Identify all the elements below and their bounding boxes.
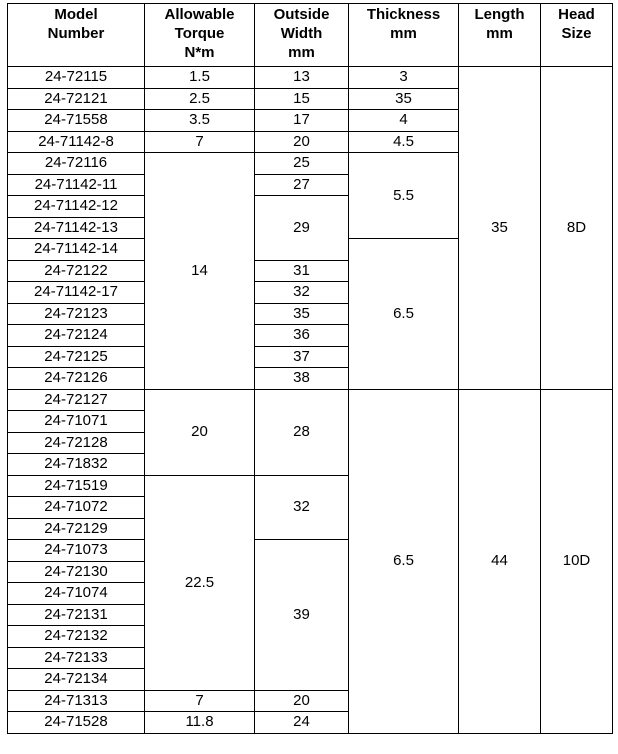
model-cell: 24-71072 — [8, 497, 145, 519]
length-cell: 35 — [459, 67, 541, 390]
width-cell: 36 — [255, 325, 349, 347]
model-cell: 24-72134 — [8, 669, 145, 691]
torque-cell: 22.5 — [145, 475, 255, 690]
torque-cell: 1.5 — [145, 67, 255, 89]
header-head-size: Head Size — [541, 4, 613, 67]
model-cell: 24-72126 — [8, 368, 145, 390]
model-cell: 24-71142-8 — [8, 131, 145, 153]
header-row — [8, 4, 613, 67]
torque-cell: 14 — [145, 153, 255, 390]
thickness-cell: 6.5 — [349, 239, 459, 390]
model-cell: 24-71142-13 — [8, 217, 145, 239]
width-cell: 29 — [255, 196, 349, 261]
thickness-cell: 3 — [349, 67, 459, 89]
length-cell: 44 — [459, 389, 541, 733]
model-cell: 24-72125 — [8, 346, 145, 368]
width-cell: 32 — [255, 282, 349, 304]
model-cell: 24-72121 — [8, 88, 145, 110]
model-cell: 24-72124 — [8, 325, 145, 347]
model-cell: 24-72129 — [8, 518, 145, 540]
header-allowable-torque: Allowable Torque N*m — [145, 4, 255, 67]
spec-table — [7, 3, 613, 734]
width-cell: 28 — [255, 389, 349, 475]
header-model-number: Model Number — [8, 4, 145, 67]
header-outside-width: Outside Width mm — [255, 4, 349, 67]
thickness-cell: 35 — [349, 88, 459, 110]
width-cell: 20 — [255, 131, 349, 153]
model-cell: 24-72128 — [8, 432, 145, 454]
torque-cell: 11.8 — [145, 712, 255, 734]
model-cell: 24-71074 — [8, 583, 145, 605]
model-cell: 24-71313 — [8, 690, 145, 712]
model-cell: 24-71528 — [8, 712, 145, 734]
width-cell: 20 — [255, 690, 349, 712]
header-length: Length mm — [459, 4, 541, 67]
thickness-cell: 6.5 — [349, 389, 459, 733]
model-cell: 24-72130 — [8, 561, 145, 583]
head-size-cell: 8D — [541, 67, 613, 390]
header-thickness: Thickness mm — [349, 4, 459, 67]
torque-cell: 2.5 — [145, 88, 255, 110]
width-cell: 13 — [255, 67, 349, 89]
width-cell: 38 — [255, 368, 349, 390]
model-cell: 24-71142-14 — [8, 239, 145, 261]
width-cell: 39 — [255, 540, 349, 691]
width-cell: 35 — [255, 303, 349, 325]
width-cell: 15 — [255, 88, 349, 110]
torque-cell: 7 — [145, 131, 255, 153]
width-cell: 32 — [255, 475, 349, 540]
spec-table-container — [7, 3, 613, 734]
model-cell: 24-71142-17 — [8, 282, 145, 304]
model-cell: 24-72122 — [8, 260, 145, 282]
model-cell: 24-72133 — [8, 647, 145, 669]
model-cell: 24-72127 — [8, 389, 145, 411]
thickness-cell: 4 — [349, 110, 459, 132]
torque-cell: 7 — [145, 690, 255, 712]
table-row — [8, 67, 613, 89]
model-cell: 24-72116 — [8, 153, 145, 175]
width-cell: 25 — [255, 153, 349, 175]
model-cell: 24-71071 — [8, 411, 145, 433]
model-cell: 24-71519 — [8, 475, 145, 497]
model-cell: 24-72123 — [8, 303, 145, 325]
model-cell: 24-71832 — [8, 454, 145, 476]
width-cell: 17 — [255, 110, 349, 132]
model-cell: 24-72132 — [8, 626, 145, 648]
width-cell: 24 — [255, 712, 349, 734]
model-cell: 24-71558 — [8, 110, 145, 132]
model-cell: 24-72115 — [8, 67, 145, 89]
torque-cell: 20 — [145, 389, 255, 475]
table-row — [8, 389, 613, 411]
width-cell: 27 — [255, 174, 349, 196]
torque-cell: 3.5 — [145, 110, 255, 132]
width-cell: 37 — [255, 346, 349, 368]
head-size-cell: 10D — [541, 389, 613, 733]
thickness-cell: 4.5 — [349, 131, 459, 153]
thickness-cell: 5.5 — [349, 153, 459, 239]
model-cell: 24-71073 — [8, 540, 145, 562]
model-cell: 24-72131 — [8, 604, 145, 626]
width-cell: 31 — [255, 260, 349, 282]
model-cell: 24-71142-11 — [8, 174, 145, 196]
model-cell: 24-71142-12 — [8, 196, 145, 218]
